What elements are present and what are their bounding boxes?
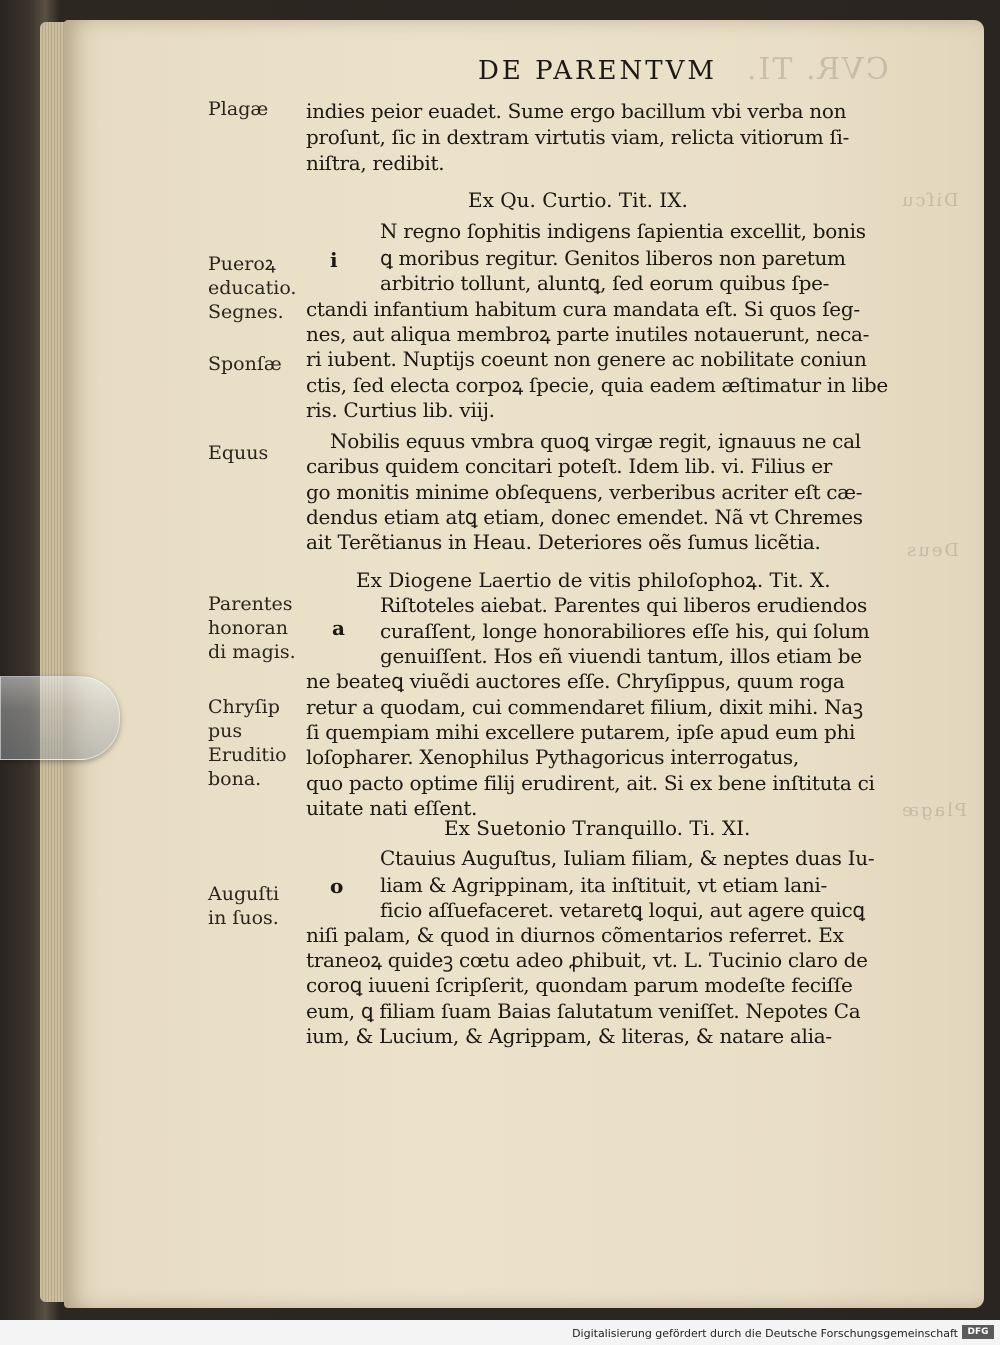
- text-line: Riſtoteles aiebat. Parentes qui liberos erudiendos: [380, 593, 867, 617]
- margin-note-line: Segnes.: [208, 301, 284, 323]
- text-line: Ctauius Auguſtus, Iuliam filiam, & neptes duas Iu-: [380, 846, 875, 870]
- section-heading: Ex Qu. Curtio. Tit. IX.: [468, 188, 688, 212]
- margin-note-line: Plagæ: [208, 98, 269, 120]
- initial-guide-letter: o: [330, 874, 344, 898]
- margin-note-line: educatio.: [208, 277, 297, 299]
- text-line: N regno ſophitis indigens ſapientia excellit, bonis: [380, 219, 866, 243]
- margin-note-line: bona.: [208, 768, 262, 790]
- text-line: loſopharer. Xenophilus Pythagoricus interrogatus,: [306, 745, 799, 769]
- text-line: traneoꝝ quideꝫ cœtu adeo ꝓhibuit, vt. L. Tucinio claro de: [306, 948, 868, 972]
- margin-note-line: Pueroꝝ: [208, 253, 276, 275]
- text-line: go monitis minime obſequens, verberibus acriter eſt cæ-: [306, 480, 863, 504]
- page-header: DE PARENTVM: [478, 56, 718, 86]
- margin-note-parentes: [208, 592, 300, 664]
- margin-note-line: Sponſæ: [208, 353, 282, 375]
- margin-note-line: in ſuos.: [208, 907, 279, 929]
- text-line: dendus etiam atꝗ etiam, donec emendet. Nã vt Chremes: [306, 505, 863, 529]
- section-heading: Ex Diogene Laertio de vitis philoſophoꝝ. Tit. X.: [356, 568, 831, 592]
- margin-note-plagae: [208, 97, 300, 121]
- margin-note-equus: [208, 441, 300, 465]
- text-line: ait Terẽtianus in Heau. Deteriores oẽs ſumus licẽtia.: [306, 530, 821, 554]
- text-line: ctandi infantium habitum cura mandata eſt. Si quos ſeg-: [306, 297, 860, 321]
- margin-note-line: Parentes: [208, 593, 293, 615]
- text-line: quo pacto optime filij erudirent, ait. Si ex bene inſtituta ci: [306, 771, 875, 795]
- bleed-through-text: Plagæ: [900, 800, 968, 821]
- text-line: curaſſent, longe honorabiliores eſſe his, qui ſolum: [380, 619, 870, 643]
- margin-note-line: honoran: [208, 617, 288, 639]
- funding-note: Digitalisierung gefördert durch die Deutsche Forschungsgemeinschaft: [572, 1327, 958, 1340]
- text-line: Nobilis equus vmbra quoꝗ virgæ regit, ignauus ne cal: [330, 429, 861, 453]
- text-line: ne beateꝗ viuẽdi auctores eſſe. Chryſippus, quum roga: [306, 669, 845, 693]
- margin-note-line: di magis.: [208, 641, 296, 663]
- text-line: proſunt, ſic in dextram virtutis viam, relicta vitiorum ſi-: [306, 125, 850, 149]
- glass-page-clip: [0, 676, 120, 760]
- margin-note-line: pus: [208, 720, 243, 742]
- text-line: arbitrio tollunt, aluntꝗ, ſed eorum quibus ſpe-: [380, 271, 830, 295]
- text-line: eum, ꝗ filiam ſuam Baias ſalutatum veniſſet. Nepotes Ca: [306, 999, 861, 1023]
- text-line: ficio aſſuefaceret. vetaretꝗ loqui, aut agere quicꝗ: [380, 898, 865, 922]
- initial-guide-letter: i: [330, 248, 338, 272]
- margin-note-line: Equus: [208, 442, 269, 464]
- bleed-through-text: Diſcu: [900, 190, 959, 211]
- text-line: indies peior euadet. Sume ergo bacillum vbi verba non: [306, 99, 847, 123]
- bleed-through-text: Deus: [905, 540, 959, 561]
- margin-note-line: Auguſti: [208, 883, 280, 905]
- initial-guide-letter: a: [332, 616, 345, 640]
- text-line: niſi palam, & quod in diurnos cõmentarios referret. Ex: [306, 923, 844, 947]
- text-line: ctis, ſed electa corpoꝝ ſpecie, quia eadem æſtimatur in libe: [306, 373, 888, 397]
- text-line: ſi quempiam mihi excellere putarem, ipſe apud eum phi: [306, 720, 856, 744]
- dfg-logo-icon: DFG: [962, 1325, 994, 1339]
- text-line: uitate nati eſſent.: [306, 796, 478, 820]
- text-line: ium, & Lucium, & Agrippam, & literas, & natare alia-: [306, 1024, 832, 1048]
- text-line: ri iubent. Nuptijs coeunt non genere ac nobilitate coniun: [306, 347, 867, 371]
- text-line: ꝗ moribus regitur. Genitos liberos non paretum: [380, 246, 846, 270]
- margin-note-sponsae: [208, 352, 300, 376]
- margin-note-puerorum: [208, 252, 300, 324]
- text-line: niſtra, redibit.: [306, 151, 445, 175]
- margin-note-line: Chryſip: [208, 696, 280, 718]
- text-line: caribus quidem concitari poteſt. Idem lib. vi. Filius er: [306, 454, 833, 478]
- margin-note-augusti: [208, 882, 300, 930]
- text-line: ris. Curtius lib. viij.: [306, 398, 495, 422]
- text-line: nes, aut aliqua membroꝝ parte inutiles notauerunt, neca-: [306, 322, 870, 346]
- text-line: coroꝗ iuueni ſcripſerit, quondam parum modeſte feciſſe: [306, 973, 853, 997]
- text-line: retur a quodam, cui commendaret filium, dixit mihi. Naꝫ: [306, 695, 863, 719]
- bleed-through-text: CVR. TI.: [745, 52, 889, 87]
- margin-note-line: Eruditio: [208, 744, 287, 766]
- text-line: genuiſſent. Hos eñ viuendi tantum, illos etiam be: [380, 644, 862, 668]
- margin-note-chrysippus: [208, 695, 300, 791]
- section-heading: Ex Suetonio Tranquillo. Ti. XI.: [444, 816, 751, 840]
- text-line: liam & Agrippinam, ita inſtituit, vt etiam lani-: [380, 873, 827, 897]
